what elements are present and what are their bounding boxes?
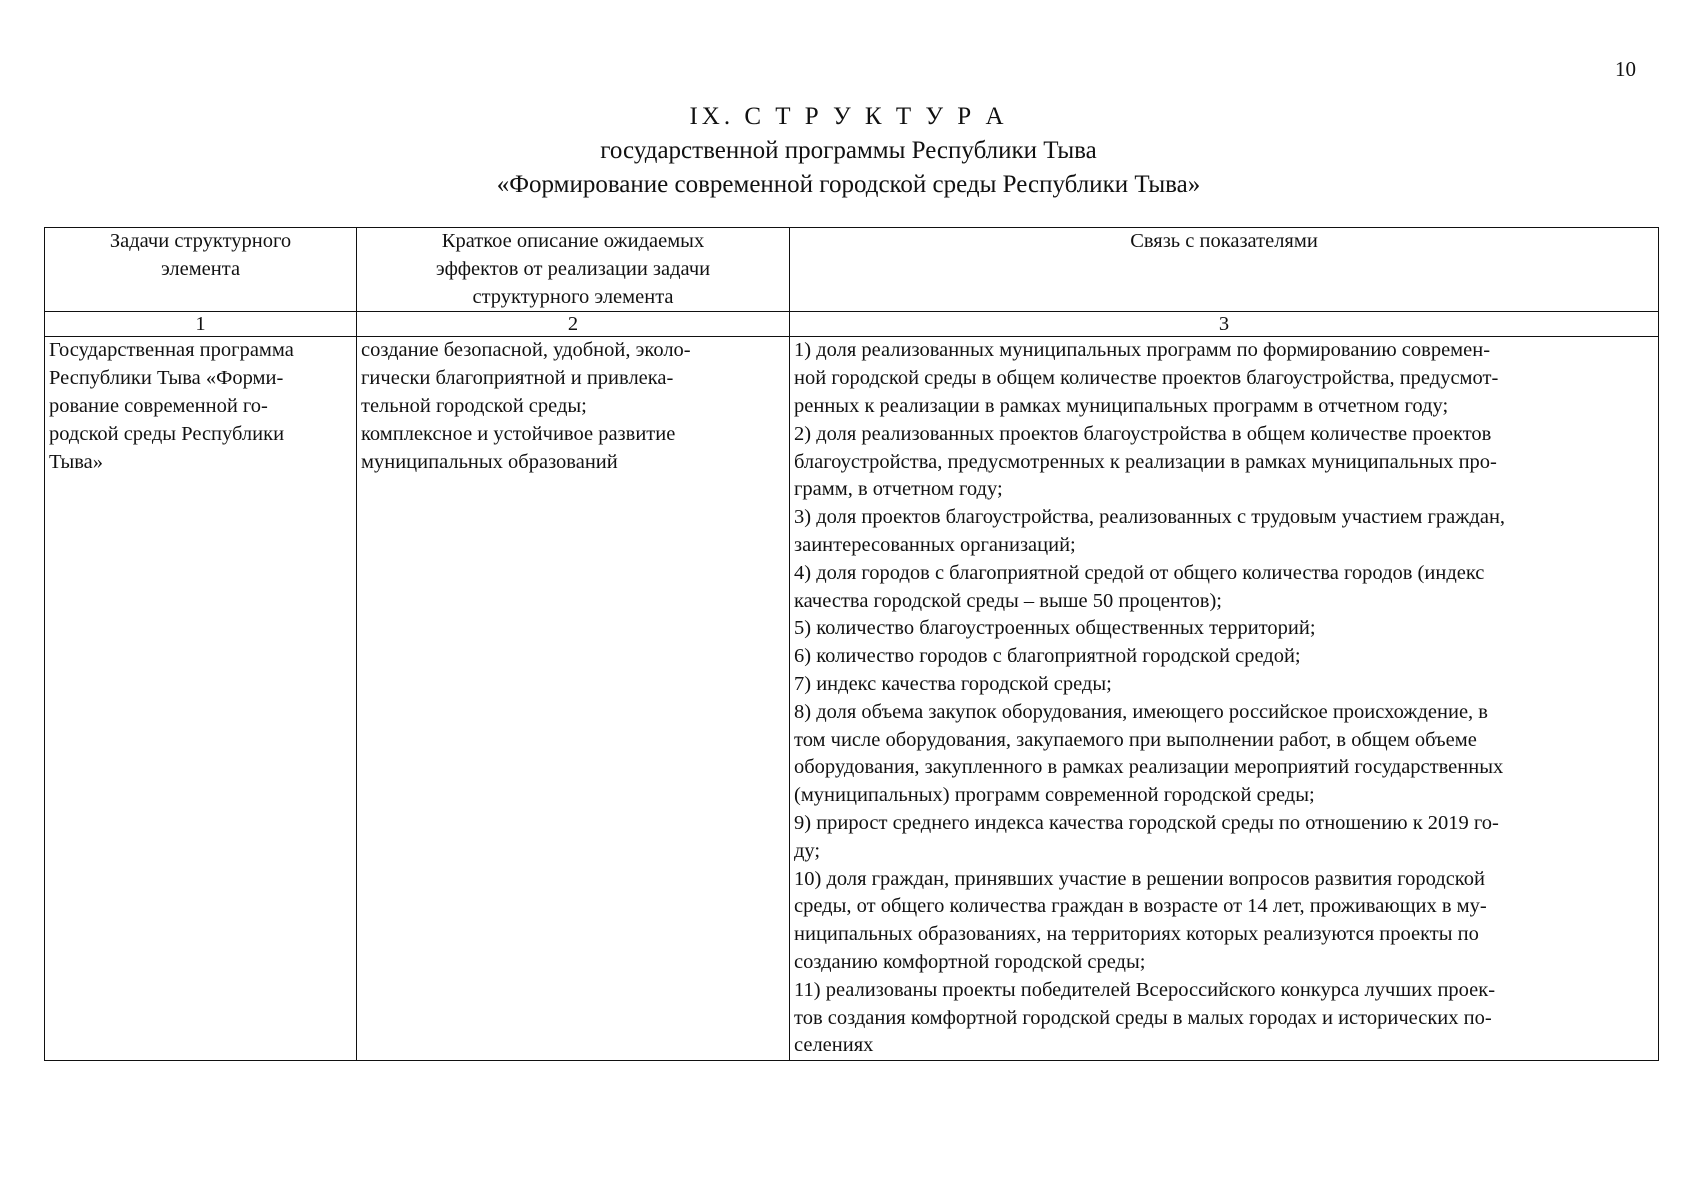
section-title: IX. С Т Р У К Т У Р А xyxy=(689,103,1008,130)
document-title xyxy=(0,100,1697,202)
cell-task: Государственная программа Республики Тыва «Форми- рование современной го- родской среды Республики Тыва» xyxy=(45,337,357,1061)
column-number: 1 xyxy=(45,312,357,337)
header-effects: Краткое описание ожидаемых эффектов от реализации задачи структурного элемента xyxy=(357,228,790,312)
table-row xyxy=(45,337,1659,1061)
section-subtitle: государственной программы Республики Тыва xyxy=(600,137,1097,164)
column-number: 2 xyxy=(357,312,790,337)
column-number: 3 xyxy=(790,312,1659,337)
header-row xyxy=(45,228,1659,312)
cell-effects: создание безопасной, удобной, эколо- гически благоприятной и привлека- тельной городской среды; комплексное и устойчивое развитие муниципальных образований xyxy=(357,337,790,1061)
header-indicators: Связь с показателями xyxy=(790,228,1659,312)
program-name: «Формирование современной городской среды Республики Тыва» xyxy=(496,171,1201,198)
header-tasks: Задачи структурного элемента xyxy=(45,228,357,312)
column-number-row xyxy=(45,312,1659,337)
page-number: 10 xyxy=(1615,57,1636,81)
cell-indicators: 1) доля реализованных муниципальных программ по формированию современ- ной городской среды в общем количестве проектов благоустройства, предусмот- ренных к реализации в рамках муниципальных программ в отчетном году; 2) доля реализованных проектов благоустройства в общем количестве проектов благоустройства, предусмотренных к реализации в рамках муниципальных про- грамм, в отчетном году; 3) доля проектов благоустройства, реализованных с трудовым участием граждан, заинтересованных организаций; 4) доля городов с благоприятной средой от общего количества городов (индекс качества городской среды – выше 50 процентов); 5) количество благоустроенных общественных территорий; 6) количество городов с благоприятной городской средой; 7) индекс качества городской среды; 8) доля объема закупок оборудования, имеющего российское происхождение, в том числе оборудования, закупаемого при выполнении работ, в общем объеме оборудования, закупленного в рамках реализации мероприятий государственных (муниципальных) программ современной городской среды; 9) прирост среднего индекса качества городской среды по отношению к 2019 го- ду; 10) доля граждан, принявших участие в решении вопросов развития городской среды, от общего количества граждан в возрасте от 14 лет, проживающих в му- ниципальных образованиях, на территориях которых реализуются проекты по созданию комфортной городской среды; 11) реализованы проекты победителей Всероссийского конкурса лучших проек- тов создания комфортной городской среды в малых городах и исторических по- селениях xyxy=(790,337,1659,1061)
structure-table xyxy=(44,227,1659,1061)
